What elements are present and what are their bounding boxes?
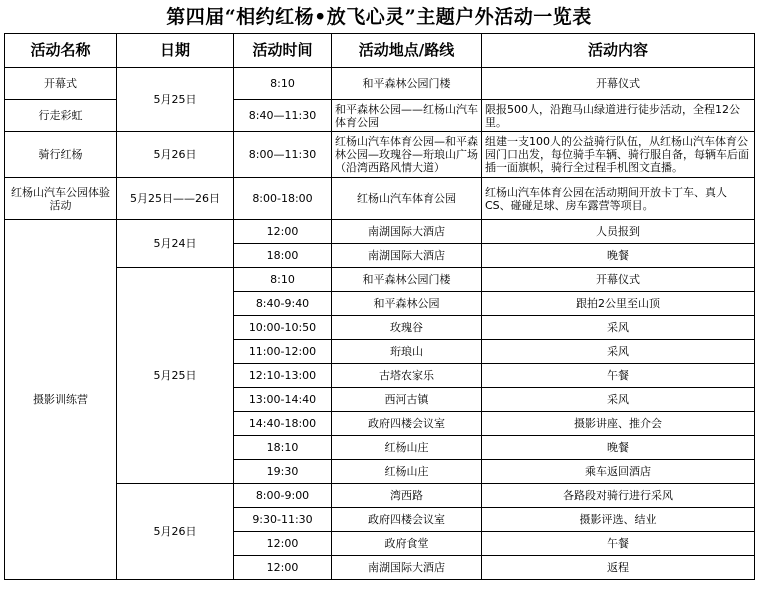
- activity-content: 限报500人，沿跑马山绿道进行徒步活动，全程12公里。: [482, 100, 755, 132]
- activity-place: 红杨山汽车体育公园: [332, 178, 482, 220]
- table-row: [5, 132, 755, 178]
- activity-place: 政府四楼会议室: [332, 508, 482, 532]
- header-date: 日期: [117, 34, 234, 68]
- activity-time: 12:00: [234, 220, 332, 244]
- activity-date: 5月26日: [117, 132, 234, 178]
- activity-place: 湾西路: [332, 484, 482, 508]
- activity-content: 采风: [482, 388, 755, 412]
- activity-name: 开幕式: [5, 68, 117, 100]
- activity-content: 午餐: [482, 364, 755, 388]
- activity-time: 8:40—11:30: [234, 100, 332, 132]
- table-row: [5, 178, 755, 220]
- activity-content: 摄影讲座、推介会: [482, 412, 755, 436]
- activity-time: 13:00-14:40: [234, 388, 332, 412]
- activity-content: 晚餐: [482, 244, 755, 268]
- activity-time: 8:40-9:40: [234, 292, 332, 316]
- activity-place: 和平森林公园门楼: [332, 268, 482, 292]
- page-title: 第四届“相约红杨•放飞心灵”主题户外活动一览表: [166, 6, 592, 28]
- header-name: 活动名称: [5, 34, 117, 68]
- activity-date: 5月25日: [117, 268, 234, 484]
- activity-content: 摄影评选、结业: [482, 508, 755, 532]
- activity-place: 南湖国际大酒店: [332, 220, 482, 244]
- activity-time: 19:30: [234, 460, 332, 484]
- activity-date: 5月25日: [117, 68, 234, 132]
- activity-place: 和平森林公园门楼: [332, 68, 482, 100]
- activity-content: 返程: [482, 556, 755, 580]
- activity-content: 各路段对骑行进行采风: [482, 484, 755, 508]
- table-row: [5, 484, 755, 508]
- activity-time: 14:40-18:00: [234, 412, 332, 436]
- activity-time: 9:30-11:30: [234, 508, 332, 532]
- table-row: [5, 220, 755, 244]
- activity-content: 晚餐: [482, 436, 755, 460]
- activity-content: 红杨山汽车体育公园在活动期间开放卡丁车、真人CS、碰碰足球、房车露营等项目。: [482, 178, 755, 220]
- activity-place: 和平森林公园: [332, 292, 482, 316]
- table-row: [5, 68, 755, 100]
- activity-content: 人员报到: [482, 220, 755, 244]
- header-row: [5, 34, 755, 68]
- activity-place: 珩琅山: [332, 340, 482, 364]
- activity-table: [4, 33, 755, 580]
- activity-time: 8:00-18:00: [234, 178, 332, 220]
- activity-name: 摄影训练营: [5, 220, 117, 580]
- activity-time: 8:10: [234, 68, 332, 100]
- activity-place: 南湖国际大酒店: [332, 556, 482, 580]
- activity-date: 5月26日: [117, 484, 234, 580]
- activity-time: 10:00-10:50: [234, 316, 332, 340]
- table-row: [5, 268, 755, 292]
- activity-name: 骑行红杨: [5, 132, 117, 178]
- activity-date: 5月25日——26日: [117, 178, 234, 220]
- activity-time: 12:00: [234, 556, 332, 580]
- activity-place: 红杨山庄: [332, 436, 482, 460]
- activity-content: 跟拍2公里至山顶: [482, 292, 755, 316]
- activity-name: 行走彩虹: [5, 100, 117, 132]
- activity-time: 12:10-13:00: [234, 364, 332, 388]
- activity-time: 18:10: [234, 436, 332, 460]
- activity-place: 和平森林公园——红杨山汽车体育公园: [332, 100, 482, 132]
- activity-place: 政府食堂: [332, 532, 482, 556]
- header-time: 活动时间: [234, 34, 332, 68]
- header-place: 活动地点/路线: [332, 34, 482, 68]
- activity-time: 12:00: [234, 532, 332, 556]
- activity-content: 开幕仪式: [482, 268, 755, 292]
- activity-content: 采风: [482, 340, 755, 364]
- activity-name: 红杨山汽车公园体验活动: [5, 178, 117, 220]
- activity-content: 组建一支100人的公益骑行队伍，从红杨山汽车体育公园门口出发，每位骑手车辆、骑行服自备，每辆车后面插一面旗帜，骑行全过程手机图文直播。: [482, 132, 755, 178]
- activity-time: 8:10: [234, 268, 332, 292]
- activity-place: 红杨山庄: [332, 460, 482, 484]
- activity-time: 11:00-12:00: [234, 340, 332, 364]
- activity-content: 午餐: [482, 532, 755, 556]
- activity-place: 古塔农家乐: [332, 364, 482, 388]
- activity-time: 18:00: [234, 244, 332, 268]
- header-content: 活动内容: [482, 34, 755, 68]
- activity-place: 政府四楼会议室: [332, 412, 482, 436]
- activity-place: 南湖国际大酒店: [332, 244, 482, 268]
- activity-time: 8:00—11:30: [234, 132, 332, 178]
- activity-content: 采风: [482, 316, 755, 340]
- activity-time: 8:00-9:00: [234, 484, 332, 508]
- activity-place: 西河古镇: [332, 388, 482, 412]
- activity-place: 玫瑰谷: [332, 316, 482, 340]
- activity-date: 5月24日: [117, 220, 234, 268]
- activity-content: 乘车返回酒店: [482, 460, 755, 484]
- activity-content: 开幕仪式: [482, 68, 755, 100]
- activity-place: 红杨山汽车体育公园—和平森林公园—玫瑰谷—珩琅山广场（沿湾西路风情大道）: [332, 132, 482, 178]
